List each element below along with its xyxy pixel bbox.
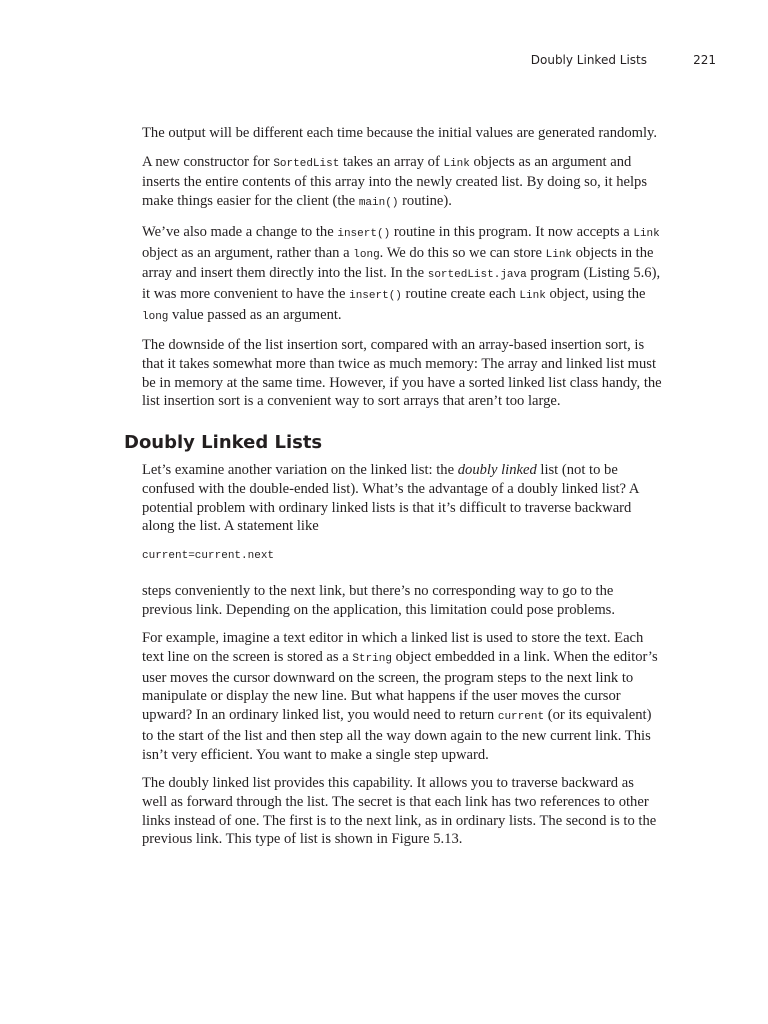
paragraph-text: We’ve also made a change to the (142, 223, 338, 240)
paragraph-text: . We do this so we can store (379, 244, 546, 261)
inline-code: insert() (337, 227, 391, 240)
inline-code: insert() (349, 289, 402, 302)
running-head (0, 53, 768, 71)
inline-code: long (353, 248, 380, 261)
paragraph-text: The doubly linked list provides this capability. It allows you to traverse backward as well as forward through the list. The secret is that each link has two references to other links instead of one. The first is to the next link, as in ordinary lists. The second is to the previous link. This type of list is shown in Figure 5.13. (142, 775, 657, 848)
paragraph-text: object embedded in a link. When the editor’s user moves the cursor downward on the screen, the program steps to the next link to manipulate or display the new line. But what happens if the user moves the cursor upward? In an ordinary linked list, you would need to return (142, 649, 658, 724)
inline-code: current (497, 711, 545, 724)
code-block: current=current.next (142, 549, 275, 562)
inline-code: sortedList.java (427, 269, 527, 282)
paragraph-text-editor-example (142, 629, 662, 764)
inline-code: main() (358, 197, 399, 210)
paragraph-text: steps conveniently to the next link, but there’s no corresponding way to go to the previous link. Depending on the application, this limitation could pose problems. (142, 582, 616, 618)
paragraph-text: object, using the (545, 285, 646, 302)
paragraph-capability (142, 774, 662, 849)
inline-code: SortedList (273, 157, 340, 170)
paragraph-text: objects in the array and insert them directly into the list. In the (142, 244, 654, 282)
paragraph-text: A new constructor for (142, 153, 274, 170)
paragraph-doubly-intro (142, 461, 662, 536)
section-heading: Doubly Linked Lists (124, 432, 323, 454)
paragraph-text: value passed as an argument. (168, 306, 342, 323)
paragraph-steps (142, 582, 662, 619)
paragraph-text: program (Listing 5.6), it was more convenient to have the (142, 265, 661, 302)
inline-code: Link (519, 289, 546, 302)
inline-code: long (142, 310, 169, 323)
paragraph-text: list (not to be confused with the double-ended list). What’s the advantage of a doubly linked list? A potential problem with ordinary linked lists is that it’s difficult to traverse backward along the list. A statement like (142, 462, 639, 535)
page-number: 221 (693, 53, 716, 67)
paragraph-text: Let’s examine another variation on the linked list: the (142, 462, 458, 479)
emphasis-text: doubly linked (457, 462, 537, 479)
paragraph-text: The downside of the list insertion sort, compared with an array-based insertion sort, is that it takes somewhat more than twice as much memory: The array and linked list must be in memory at the same time. However, if you have a sorted linked list class handy, the list insertion sort is a convenient way to sort arrays that aren’t too large. (142, 337, 662, 410)
paragraph-text: object as an argument, rather than a (142, 244, 354, 261)
paragraph-text: (or its equivalent) to the start of the list and then step all the way down again to the new current link. This isn’t very efficient. You want to make a single step upward. (142, 707, 652, 763)
paragraph-text: The output will be different each time because the initial values are generated randomly. (142, 125, 658, 141)
paragraph-text: routine in this program. It now accepts a (390, 223, 634, 240)
inline-code: Link (443, 157, 470, 170)
paragraph-downside (142, 336, 662, 411)
paragraph-new-constructor (142, 153, 662, 213)
inline-code: Link (545, 248, 573, 261)
body-text (124, 124, 662, 859)
inline-code: Link (633, 227, 660, 240)
paragraph-text: routine create each (401, 285, 520, 302)
paragraph-output-random (142, 124, 662, 143)
paragraph-text: routine). (398, 193, 452, 210)
paragraph-insert-change (142, 223, 662, 327)
paragraph-text: For example, imagine a text editor in which a linked list is used to store the text. Each text line on the screen is stored as a (142, 630, 644, 666)
inline-code: String (352, 653, 392, 666)
running-title: Doubly Linked Lists (530, 53, 647, 67)
paragraph-text: objects as an argument and inserts the entire contents of this array into the newly created list. By doing so, it helps make things easier for the client (the (142, 153, 647, 210)
paragraph-text: takes an array of (339, 153, 444, 170)
